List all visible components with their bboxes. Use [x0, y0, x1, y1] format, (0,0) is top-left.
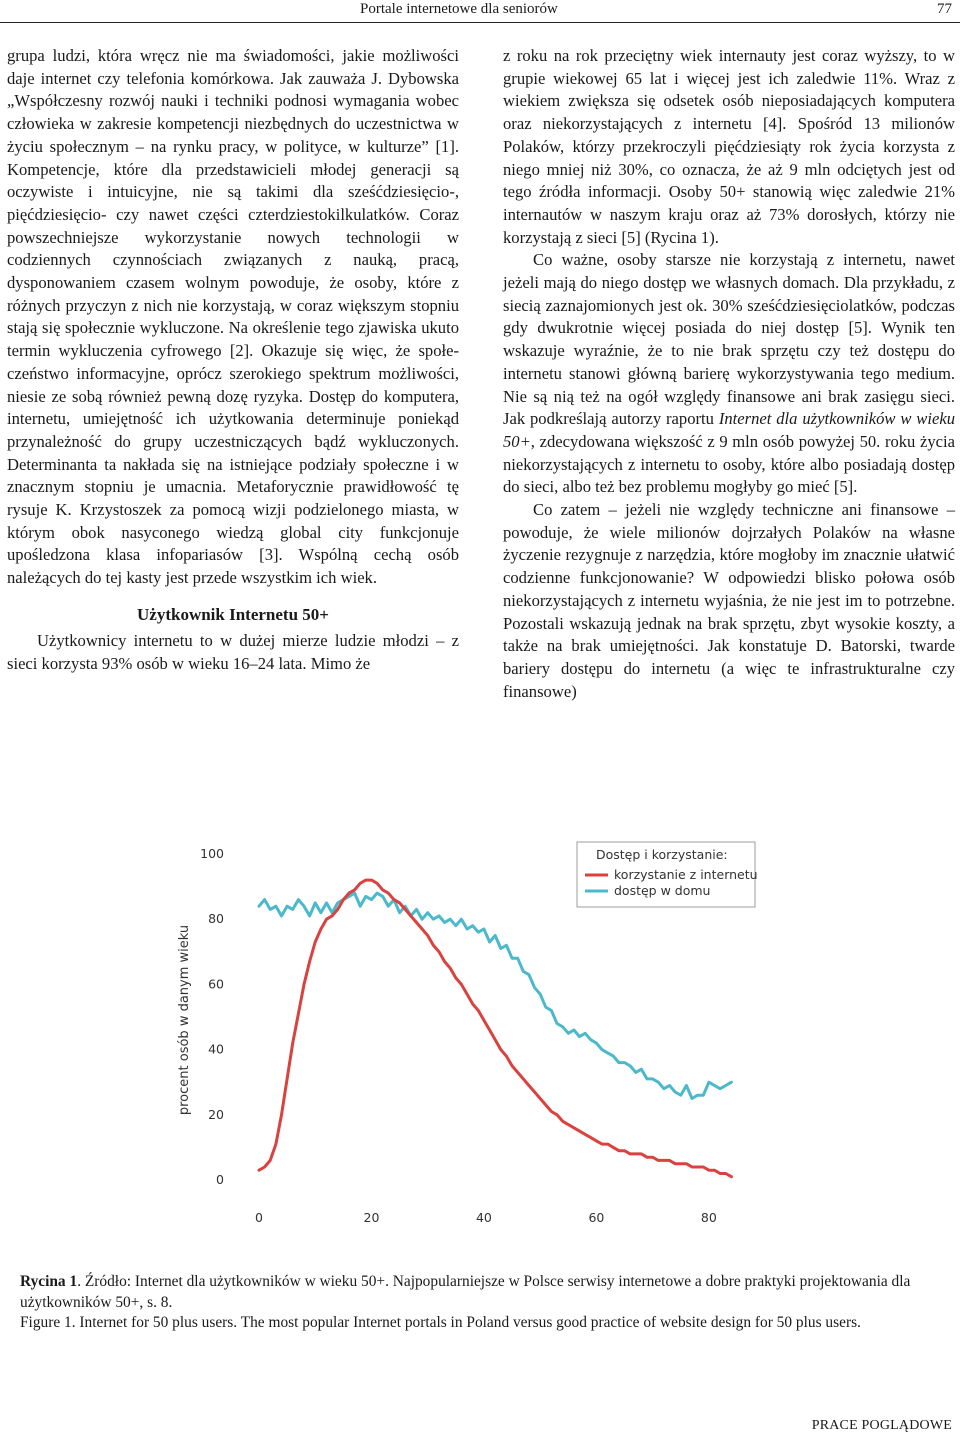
x-tick-label: 80: [700, 1210, 717, 1225]
y-tick-label: 60: [208, 976, 224, 992]
caption-polish: [20, 1272, 945, 1313]
x-tick-label: 60: [588, 1210, 605, 1225]
y-tick-label: 40: [208, 1041, 224, 1057]
x-axis-ticks: [255, 1210, 717, 1225]
y-tick-label: 80: [208, 911, 224, 927]
section-heading: Użytkownik Internetu 50+: [137, 604, 329, 624]
report-title-italic: Internet dla użytkowników w wieku 50+: [503, 409, 956, 451]
page-number: 77: [937, 1, 952, 17]
right-paragraph-2-end: , zdecydowana większość z 9 mln osób powyżej 50. roku życia niekorzystających z internetu to osoby, które albo posiadają dostęp do sieci, albo też bez problemu mogłyby go mieć [5].: [503, 431, 955, 497]
right-paragraph-2: [503, 249, 955, 499]
y-tick-label: 20: [208, 1106, 224, 1122]
caption-label: Rycina 1: [20, 1273, 78, 1290]
legend-title: Dostęp i korzystanie:: [596, 847, 728, 862]
line-chart: [170, 838, 790, 1228]
header-rule: [0, 22, 960, 23]
series-line-korzystanie-z-internetu: [259, 880, 731, 1177]
series-lines: [259, 880, 731, 1177]
journal-running-title: Portale internetowe dla seniorów: [360, 1, 558, 17]
right-paragraph-2-text: Co ważne, osoby starsze nie korzystają z internetu, nawet jeżeli mają do niego dostęp we własnych domach. Dla przykładu, z siecią zaznajomionych jest ok. 30% sześćdziesięciolatków, podczas gdy dwukrotnie więcej posiada do niej dostęp [5]. Wynik ten wskazuje wyraźnie, że to nie brak sprzętu czy też dostępu do internetu stanowi główną barierę wykorzystywania tego medium. Nie są nią też na ogół względy finansowe ani brak zasięgu sieci. Jak podkreślają autorzy raportu: [503, 250, 955, 429]
right-paragraph-3: Co zatem – jeżeli nie względy techniczne ani finansowe – powoduje, że wiele milionów dojrzałych Polaków na własne życzenie rezygnuje z narzędzia, które mogłoby im znacznie ułatwić codzienne funkcjonowanie? W odpowiedzi blisko połowa osób niekorzystających z internetu wyjaśnia, że nie jest im to potrzebne. Pozostali wskazują jednak na brak sprzętu, zbyt wysokie koszty, a także na brak umiejętności. Jak konstatuje D. Batorski, twarde bariery dostępu do internetu (a więc te infrastrukturalne czy finansowe): [503, 500, 955, 701]
series-line-dostep-w-domu: [259, 893, 731, 1098]
legend: [577, 842, 758, 907]
legend-entry-dostep-w-domu: dostęp w domu: [614, 883, 711, 898]
right-column: [503, 45, 955, 703]
y-tick-label: 100: [200, 846, 224, 861]
y-axis-label: procent osób w danym wieku: [177, 924, 192, 1116]
figure-caption: [20, 1272, 945, 1334]
x-tick-label: 40: [475, 1210, 492, 1225]
y-tick-label: 0: [216, 1172, 224, 1187]
left-paragraph-2: Użytkownicy internetu to w dużej mierze ludzie młodzi – z sieci korzysta 93% osób w wieku 16–24 lata. Mimo że: [7, 630, 459, 673]
y-axis-ticks: [200, 846, 224, 1187]
legend-entry-korzystanie-z-internetu: korzystanie z internetu: [614, 867, 758, 882]
section-footer: PRACE POGLĄDOWE: [811, 1418, 952, 1433]
figure-chart: [170, 838, 790, 1228]
running-head: [0, 0, 960, 22]
x-tick-label: 20: [363, 1210, 380, 1225]
x-tick-label: 0: [255, 1210, 263, 1225]
caption-polish-text: . Źródło: Internet dla użytkowników w wieku 50+. Najpopularniejsze w Polsce serwisy internetowe a dobre praktyki projektowania dla użytkowników 50+, s. 8.: [20, 1273, 911, 1311]
left-paragraph-1: grupa ludzi, która wręcz nie ma świadomości, jakie możliwości daje internet czy telefonia komórkowa. Jak zauważa J. Dybowska „Współczesny rozwój nauki i techniki podnosi wymagania wobec człowieka w zakresie kompetencji niezbędnych do uczestnictwa w życiu społecznym – na rynku pracy, w polityce, w kulturze” [1]. Kompetencje, które dla przedstawicieli młodej generacji są oczywiste i intuicyjne, nie są takimi dla sześćdziesięcio-, pięćdziesięcio- czy nawet części czterdziestokilkulatków. Coraz powszechniejsze wykorzystanie nowych technologii w codziennych czynnościach związanych z nauką, pracą, dysponowaniem czasem wolnym powoduje, że osoby, które z różnych przyczyn z nich nie korzystają, w coraz większym stopniu stają się społecznie wykluczone. Na określenie tego zjawiska ukuto termin wykluczenia cyfrowego [2]. Okazuje się więc, że społeczeństwo informacyjne, oprócz szerokiego spektrum możliwości, niesie ze sobą również pewną dozę ryzyka. Dostęp do komputera, internetu, umiejętność ich użytkowania determinuje poniekąd przynależność do grupy uczestniczących bądź wykluczonych. Determinanta ta nakłada się na istniejące podziały społeczne i w znacznym stopniu je umacnia. Metaforycznie prawidłowość tę rysuje K. Krzystoszek za pomocą wizji podzielonego miasta, w którym obok nasyconego wiedzą global city funkcjonuje upośledzona klasa infopariasów [3]. Wspólną cechą osób należących do tej kasty jest przede wszystkim ich wiek.: [7, 46, 459, 588]
left-column: [7, 45, 459, 675]
caption-english: Figure 1. Internet for 50 plus users. The most popular Internet portals in Poland versus good practice of website design for 50 plus users.: [20, 1314, 861, 1332]
right-paragraph-1: z roku na rok przeciętny wiek internauty jest coraz wyższy, to w grupie wiekowej 65 lat i więcej jest ich zaledwie 11%. Wraz z wiekiem zwiększa się odsetek osób nieposiadających komputera oraz niekorzystających z internetu [4]. Spośród 13 milionów Polaków, którzy przekroczyli pięćdziesiąty rok życia korzysta z niego mniej niż 30%, co oznacza, że aż 9 mln odciętych jest od tego źródła informacji. Osoby 50+ stanowią więc zaledwie 21% internautów w naszym kraju oraz aż 73% dorosłych, którzy nie korzystają z sieci [5] (Rycina 1).: [503, 46, 955, 247]
